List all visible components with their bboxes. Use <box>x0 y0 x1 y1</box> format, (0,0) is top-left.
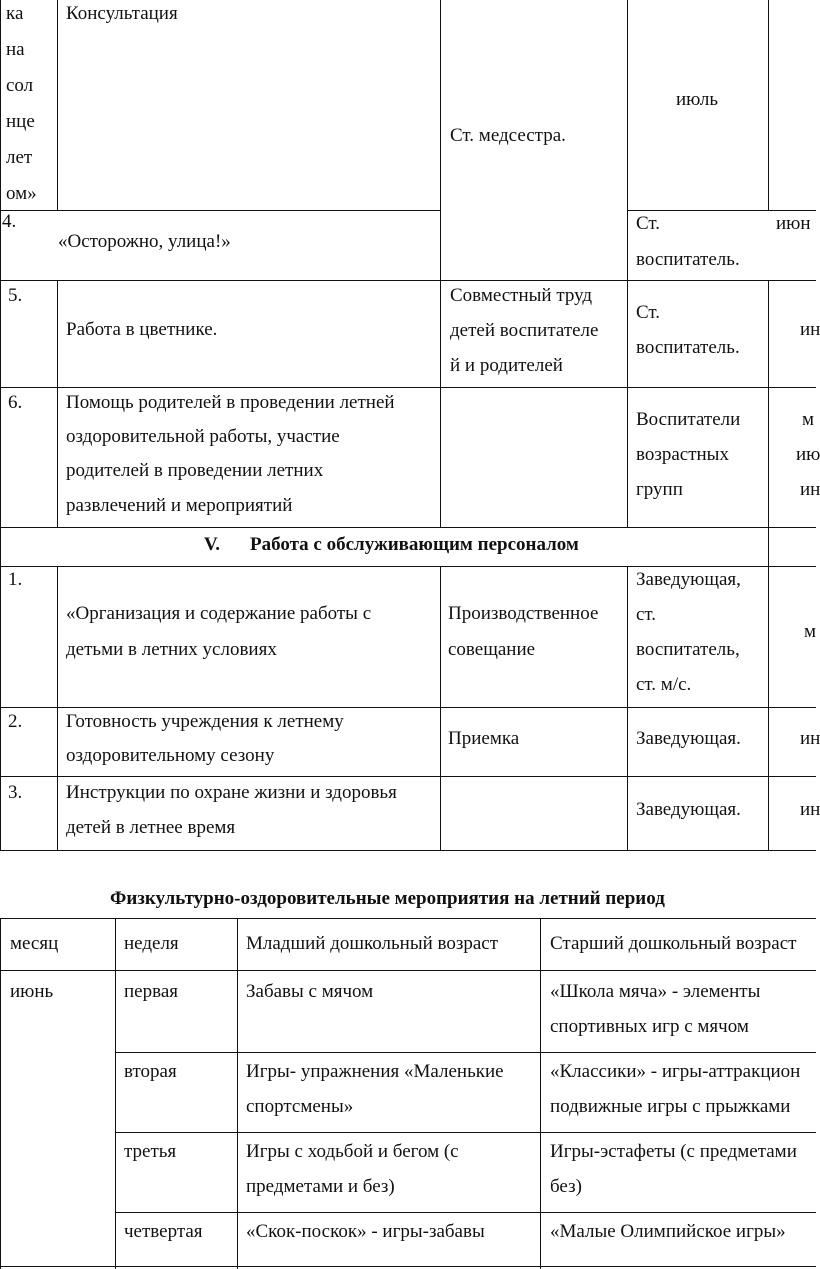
cell-text: ию <box>796 444 820 465</box>
cell-text: совещание <box>448 639 536 660</box>
cell-text: без) <box>550 1176 582 1197</box>
cell-text: Игры-эстафеты (с предметами <box>550 1141 797 1162</box>
cell-text: Работа в цветнике. <box>66 319 218 340</box>
grid-line <box>0 210 440 211</box>
cell-text: нце <box>6 111 35 132</box>
section-number: V. <box>204 534 221 555</box>
cell-text: ин <box>800 479 820 500</box>
cell-text: воспитатель. <box>636 337 740 358</box>
column-header: месяц <box>10 933 59 954</box>
cell-text: воспитатель, <box>636 639 740 660</box>
column-header: Младший дошкольный возраст <box>246 933 499 954</box>
cell-text: на <box>6 39 25 60</box>
cell-text: ин <box>800 319 820 340</box>
week-cell: первая <box>124 981 178 1002</box>
cell-text: Готовность учреждения к летнему <box>66 711 344 732</box>
cell-text: спортсмены» <box>246 1096 354 1117</box>
grid-line <box>768 0 769 210</box>
column-header: Старший дошкольный возраст <box>550 933 797 954</box>
section-heading: Физкультурно-оздоровительные мероприятия на летний период <box>110 888 665 909</box>
cell-text: Заведующая. <box>636 728 741 749</box>
grid-line <box>768 280 769 850</box>
cell-text: детей в летнее время <box>66 817 236 838</box>
cell-text: «Осторожно, улица!» <box>58 231 231 252</box>
cell-text: Консультация <box>66 3 178 24</box>
cell-text: Приемка <box>448 728 520 749</box>
row-number: 4. <box>2 211 17 232</box>
cell-text: сол <box>6 75 34 96</box>
cell-text: ин <box>800 728 820 749</box>
cell-text: Игры- упражнения «Маленькие <box>246 1061 504 1082</box>
week-cell: четвертая <box>124 1221 203 1242</box>
grid-line <box>627 0 628 527</box>
cell-text: детей воспитателе <box>450 320 599 341</box>
cell-text: Забавы с мячом <box>246 981 374 1002</box>
cell-text: лет <box>6 147 33 168</box>
grid-line <box>0 970 816 971</box>
grid-line <box>0 850 816 851</box>
cell-text: Ст. <box>636 213 661 234</box>
cell-text: спортивных игр с мячом <box>550 1016 749 1037</box>
cell-text: Воспитатели <box>636 409 741 430</box>
row-number: 1. <box>8 569 23 590</box>
cell-text: ст. м/с. <box>636 674 692 695</box>
cell-text: ст. <box>636 604 657 625</box>
cell-text: Игры с ходьбой и бегом (с <box>246 1141 459 1162</box>
grid-line <box>440 566 441 850</box>
grid-line <box>115 1132 816 1133</box>
cell-text: Ст. медсестра. <box>450 125 566 146</box>
cell-text: Инструкции по охране жизни и здоровья <box>66 782 397 803</box>
cell-text: развлечений и мероприятий <box>66 495 293 516</box>
cell-text: воспитатель. <box>636 249 740 270</box>
cell-text: июль <box>676 89 719 110</box>
cell-text: «Организация и содержание работы с <box>66 603 372 624</box>
grid-line <box>57 280 58 527</box>
grid-line <box>115 1212 816 1213</box>
cell-text: м <box>804 621 817 642</box>
cell-text: ин <box>800 799 820 820</box>
grid-line <box>115 1052 816 1053</box>
cell-text: м <box>802 409 815 430</box>
cell-text: июн <box>776 213 811 234</box>
month-cell: июнь <box>10 981 54 1002</box>
cell-text: возрастных <box>636 444 729 465</box>
grid-line <box>0 280 816 281</box>
cell-text: Совместный труд <box>450 285 593 306</box>
grid-line <box>0 0 1 850</box>
grid-line <box>0 1266 816 1267</box>
cell-text: родителей в проведении летних <box>66 460 324 481</box>
cell-text: ка <box>6 3 24 24</box>
row-number: 2. <box>8 711 23 732</box>
cell-text: «Школа мяча» - элементы <box>550 981 761 1002</box>
cell-text: «Классики» - игры-аттракцион <box>550 1061 801 1082</box>
grid-line <box>57 0 58 210</box>
grid-line <box>627 566 628 850</box>
cell-text: оздоровительной работы, участие <box>66 426 340 447</box>
cell-text: групп <box>636 479 683 500</box>
cell-text: Производственное <box>448 603 599 624</box>
cell-text: детьми в летних условиях <box>66 639 277 660</box>
cell-text: оздоровительному сезону <box>66 745 275 766</box>
grid-line <box>440 0 441 527</box>
row-number: 3. <box>8 782 23 803</box>
cell-text: Помощь родителей в проведении летней <box>66 392 395 413</box>
cell-text: «Скок-поскок» - игры-забавы <box>246 1221 485 1242</box>
cell-text: «Малые Олимпийское игры» <box>550 1221 786 1242</box>
grid-line <box>0 918 816 919</box>
grid-line <box>57 566 58 850</box>
row-number: 6. <box>8 392 23 413</box>
cell-text: Заведующая, <box>636 569 741 590</box>
cell-text: й и родителей <box>450 355 563 376</box>
cell-text: Ст. <box>636 302 661 323</box>
week-cell: вторая <box>124 1061 177 1082</box>
section-title: Работа с обслуживающим персоналом <box>250 534 579 555</box>
row-number: 5. <box>8 285 23 306</box>
cell-text: ом» <box>6 183 37 204</box>
week-cell: третья <box>124 1141 177 1162</box>
cell-text: подвижные игры с прыжками <box>550 1096 791 1117</box>
column-header: неделя <box>124 933 179 954</box>
cell-text: Заведующая. <box>636 799 741 820</box>
cell-text: предметами и без) <box>246 1176 395 1197</box>
